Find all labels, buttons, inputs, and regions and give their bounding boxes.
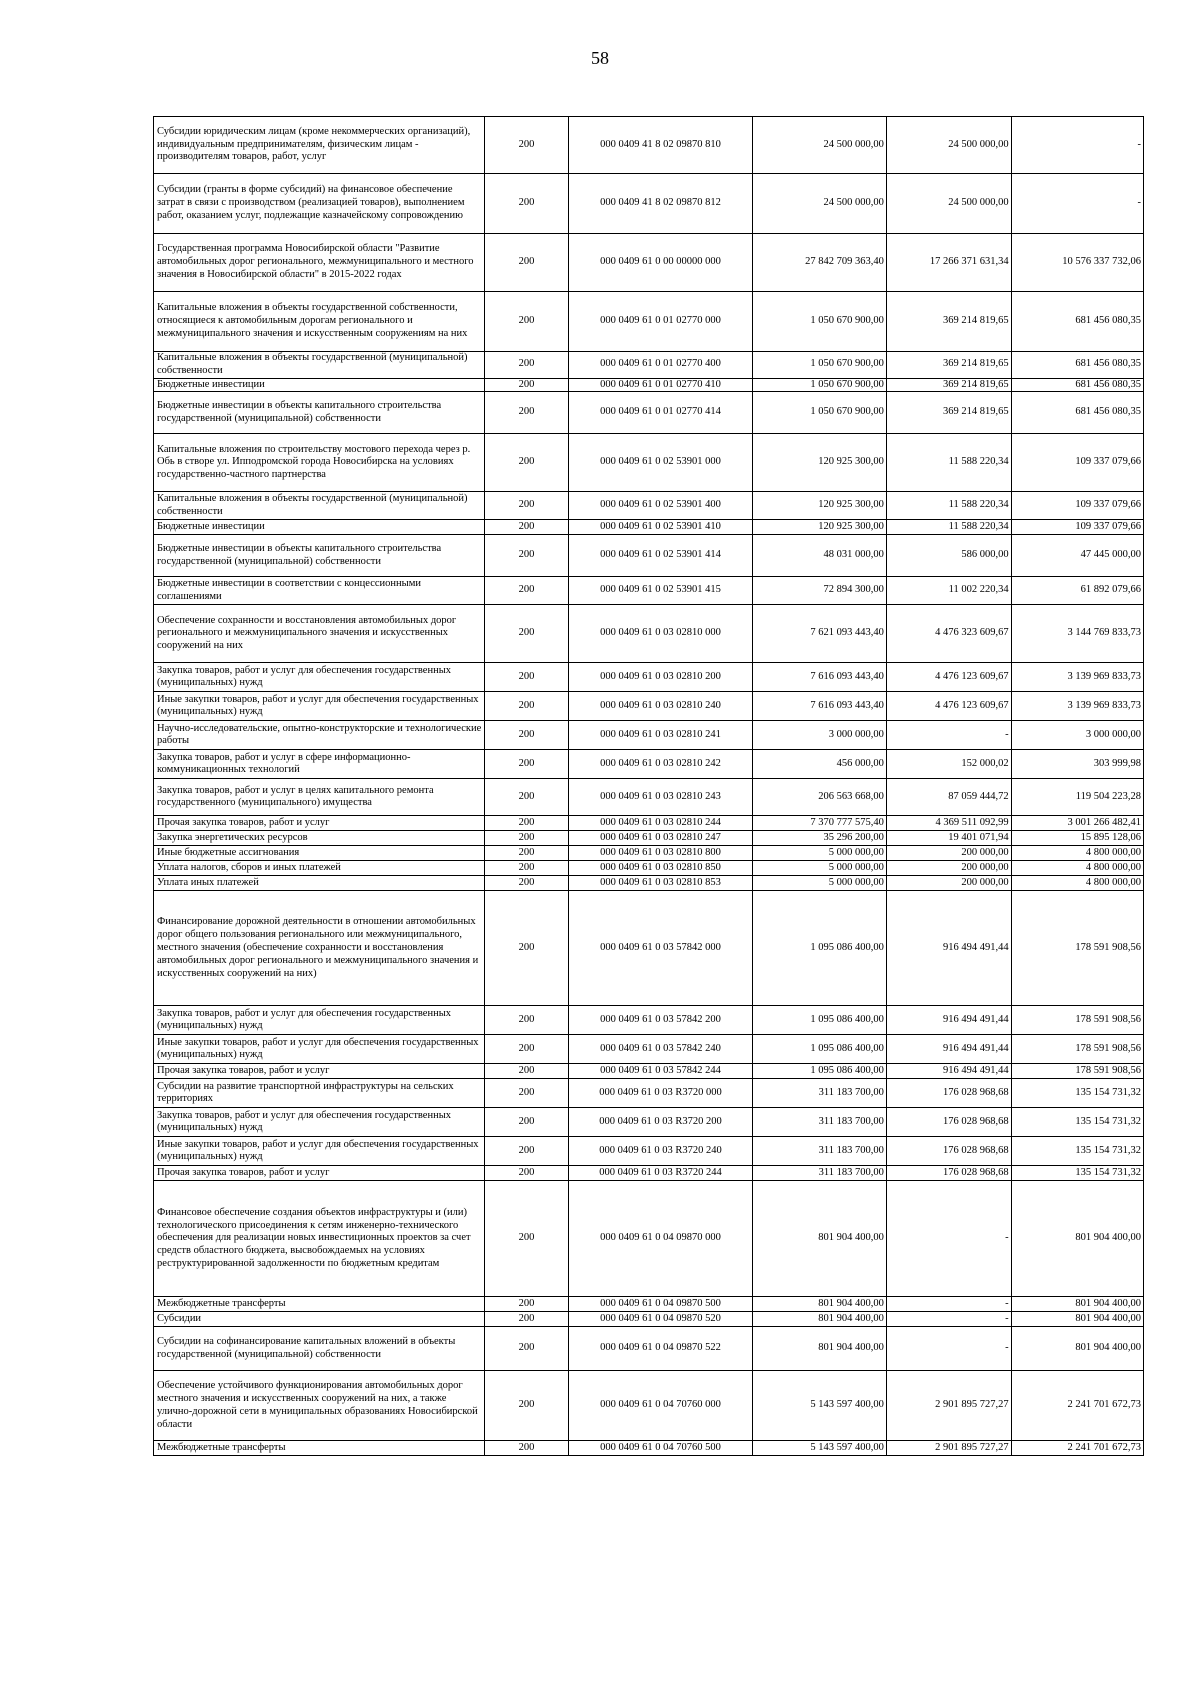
table-row	[154, 605, 1144, 663]
row-approved-amount: 5 000 000,00	[753, 846, 886, 861]
row-remaining-amount: 4 800 000,00	[1011, 876, 1143, 891]
row-line-code: 200	[485, 663, 568, 692]
row-remaining-amount: 4 800 000,00	[1011, 846, 1143, 861]
row-budget-code: 000 0409 61 0 03 02810 200	[568, 663, 753, 692]
row-budget-code: 000 0409 61 0 03 57842 000	[568, 891, 753, 1006]
row-executed-amount: 916 494 491,44	[886, 1035, 1011, 1064]
row-remaining-amount: 801 904 400,00	[1011, 1181, 1143, 1297]
row-budget-code: 000 0409 61 0 03 R3720 244	[568, 1166, 753, 1181]
row-name: Прочая закупка товаров, работ и услуг	[154, 816, 485, 831]
row-approved-amount: 801 904 400,00	[753, 1297, 886, 1312]
table-row	[154, 1064, 1144, 1079]
row-remaining-amount: 61 892 079,66	[1011, 577, 1143, 605]
row-executed-amount: 176 028 968,68	[886, 1166, 1011, 1181]
row-executed-amount: 2 901 895 727,27	[886, 1371, 1011, 1441]
row-name: Закупка товаров, работ и услуг в сфере информационно-коммуникационных технологий	[154, 750, 485, 779]
row-executed-amount: 176 028 968,68	[886, 1079, 1011, 1108]
row-budget-code: 000 0409 61 0 04 09870 500	[568, 1297, 753, 1312]
row-executed-amount: 200 000,00	[886, 876, 1011, 891]
row-approved-amount: 1 050 670 900,00	[753, 378, 886, 392]
row-executed-amount: 916 494 491,44	[886, 1006, 1011, 1035]
row-name: Закупка товаров, работ и услуг в целях капитального ремонта государственного (муниципального) имущества	[154, 779, 485, 816]
row-approved-amount: 24 500 000,00	[753, 174, 886, 234]
row-name: Государственная программа Новосибирской области "Развитие автомобильных дорог регионального, межмуниципального и местного значения в Новосибирской области" в 2015-2022 годах	[154, 234, 485, 292]
row-name: Субсидии на софинансирование капитальных вложений в объекты государственной (муниципальной) собственности	[154, 1327, 485, 1371]
row-executed-amount: -	[886, 1312, 1011, 1327]
row-approved-amount: 5 000 000,00	[753, 861, 886, 876]
row-approved-amount: 311 183 700,00	[753, 1137, 886, 1166]
row-executed-amount: 4 476 123 609,67	[886, 692, 1011, 721]
row-line-code: 200	[485, 1181, 568, 1297]
row-executed-amount: 17 266 371 631,34	[886, 234, 1011, 292]
row-line-code: 200	[485, 1441, 568, 1456]
row-executed-amount: 2 901 895 727,27	[886, 1441, 1011, 1456]
row-approved-amount: 801 904 400,00	[753, 1327, 886, 1371]
table-row	[154, 292, 1144, 352]
row-budget-code: 000 0409 61 0 03 02810 243	[568, 779, 753, 816]
row-remaining-amount: 3 139 969 833,73	[1011, 692, 1143, 721]
row-budget-code: 000 0409 61 0 01 02770 410	[568, 378, 753, 392]
row-budget-code: 000 0409 61 0 01 02770 414	[568, 392, 753, 434]
row-name: Уплата иных платежей	[154, 876, 485, 891]
row-remaining-amount: 109 337 079,66	[1011, 492, 1143, 520]
row-line-code: 200	[485, 117, 568, 174]
row-executed-amount: 916 494 491,44	[886, 891, 1011, 1006]
row-budget-code: 000 0409 61 0 03 R3720 240	[568, 1137, 753, 1166]
row-budget-code: 000 0409 61 0 03 02810 241	[568, 721, 753, 750]
table-row	[154, 1079, 1144, 1108]
row-line-code: 200	[485, 1108, 568, 1137]
row-remaining-amount: 3 144 769 833,73	[1011, 605, 1143, 663]
row-budget-code: 000 0409 61 0 03 02810 850	[568, 861, 753, 876]
row-name: Межбюджетные трансферты	[154, 1441, 485, 1456]
row-name: Прочая закупка товаров, работ и услуг	[154, 1064, 485, 1079]
row-remaining-amount: 135 154 731,32	[1011, 1108, 1143, 1137]
table-row	[154, 352, 1144, 379]
row-approved-amount: 24 500 000,00	[753, 117, 886, 174]
row-line-code: 200	[485, 352, 568, 379]
row-remaining-amount: -	[1011, 174, 1143, 234]
row-executed-amount: 11 588 220,34	[886, 434, 1011, 492]
row-line-code: 200	[485, 876, 568, 891]
row-name: Финансовое обеспечение создания объектов инфраструктуры и (или) технологического присоединения к сетям инженерно-технического обеспечения для реализации новых инвестиционных проектов за счет средств областного бюджета, высвобождаемых на условиях реструктурированной задолженности по бюджетным кредитам	[154, 1181, 485, 1297]
row-name: Капитальные вложения в объекты государственной собственности, относящиеся к автомобильным дорогам регионального и межмуниципального значения и искусственным сооружениям на них	[154, 292, 485, 352]
row-name: Обеспечение устойчивого функционирования автомобильных дорог местного значения и искусственных сооружений на них, а также улично-дорожной сети в муниципальных образованиях Новосибирской области	[154, 1371, 485, 1441]
row-executed-amount: 369 214 819,65	[886, 352, 1011, 379]
table-row	[154, 846, 1144, 861]
table-row	[154, 174, 1144, 234]
table-row	[154, 663, 1144, 692]
row-line-code: 200	[485, 1006, 568, 1035]
table-row	[154, 535, 1144, 577]
row-line-code: 200	[485, 577, 568, 605]
row-line-code: 200	[485, 520, 568, 535]
row-line-code: 200	[485, 1064, 568, 1079]
row-remaining-amount: 10 576 337 732,06	[1011, 234, 1143, 292]
row-approved-amount: 801 904 400,00	[753, 1181, 886, 1297]
row-remaining-amount: 135 154 731,32	[1011, 1166, 1143, 1181]
row-budget-code: 000 0409 61 0 03 02810 800	[568, 846, 753, 861]
row-approved-amount: 206 563 668,00	[753, 779, 886, 816]
row-remaining-amount: 109 337 079,66	[1011, 434, 1143, 492]
row-executed-amount: 4 369 511 092,99	[886, 816, 1011, 831]
row-budget-code: 000 0409 61 0 03 57842 244	[568, 1064, 753, 1079]
table-row	[154, 1327, 1144, 1371]
row-line-code: 200	[485, 434, 568, 492]
table-row	[154, 1371, 1144, 1441]
row-budget-code: 000 0409 61 0 03 R3720 200	[568, 1108, 753, 1137]
row-line-code: 200	[485, 1297, 568, 1312]
row-line-code: 200	[485, 750, 568, 779]
row-approved-amount: 7 616 093 443,40	[753, 663, 886, 692]
row-budget-code: 000 0409 61 0 04 09870 000	[568, 1181, 753, 1297]
row-name: Бюджетные инвестиции в объекты капитального строительства государственной (муниципальной) собственности	[154, 535, 485, 577]
row-name: Бюджетные инвестиции	[154, 378, 485, 392]
row-remaining-amount: 135 154 731,32	[1011, 1079, 1143, 1108]
table-row	[154, 378, 1144, 392]
row-budget-code: 000 0409 61 0 04 70760 000	[568, 1371, 753, 1441]
row-line-code: 200	[485, 392, 568, 434]
row-approved-amount: 311 183 700,00	[753, 1079, 886, 1108]
row-executed-amount: 4 476 123 609,67	[886, 663, 1011, 692]
row-executed-amount: -	[886, 1327, 1011, 1371]
row-name: Капитальные вложения по строительству мостового перехода через р. Обь в створе ул. Ипподромской города Новосибирска на условиях государственно-частного партнерства	[154, 434, 485, 492]
row-approved-amount: 1 050 670 900,00	[753, 352, 886, 379]
row-executed-amount: 24 500 000,00	[886, 174, 1011, 234]
row-budget-code: 000 0409 61 0 02 53901 415	[568, 577, 753, 605]
row-executed-amount: 200 000,00	[886, 861, 1011, 876]
row-name: Закупка товаров, работ и услуг для обеспечения государственных (муниципальных) нужд	[154, 1108, 485, 1137]
row-line-code: 200	[485, 779, 568, 816]
row-budget-code: 000 0409 61 0 01 02770 400	[568, 352, 753, 379]
table-row	[154, 816, 1144, 831]
row-approved-amount: 1 095 086 400,00	[753, 1064, 886, 1079]
row-executed-amount: 11 588 220,34	[886, 492, 1011, 520]
row-remaining-amount: 178 591 908,56	[1011, 1035, 1143, 1064]
row-line-code: 200	[485, 816, 568, 831]
table-row	[154, 1137, 1144, 1166]
row-budget-code: 000 0409 61 0 02 53901 400	[568, 492, 753, 520]
table-row	[154, 117, 1144, 174]
row-approved-amount: 311 183 700,00	[753, 1108, 886, 1137]
row-budget-code: 000 0409 61 0 00 00000 000	[568, 234, 753, 292]
row-line-code: 200	[485, 846, 568, 861]
row-executed-amount: 176 028 968,68	[886, 1108, 1011, 1137]
row-budget-code: 000 0409 61 0 03 57842 200	[568, 1006, 753, 1035]
row-line-code: 200	[485, 378, 568, 392]
row-approved-amount: 120 925 300,00	[753, 520, 886, 535]
row-remaining-amount: 303 999,98	[1011, 750, 1143, 779]
row-executed-amount: 87 059 444,72	[886, 779, 1011, 816]
row-remaining-amount: 4 800 000,00	[1011, 861, 1143, 876]
row-budget-code: 000 0409 41 8 02 09870 810	[568, 117, 753, 174]
table-row	[154, 1035, 1144, 1064]
row-budget-code: 000 0409 61 0 03 02810 240	[568, 692, 753, 721]
row-name: Межбюджетные трансферты	[154, 1297, 485, 1312]
budget-table	[153, 116, 1144, 1456]
row-executed-amount: 369 214 819,65	[886, 292, 1011, 352]
row-name: Иные закупки товаров, работ и услуг для обеспечения государственных (муниципальных) нужд	[154, 692, 485, 721]
table-row	[154, 1108, 1144, 1137]
row-budget-code: 000 0409 61 0 04 09870 522	[568, 1327, 753, 1371]
row-budget-code: 000 0409 41 8 02 09870 812	[568, 174, 753, 234]
row-name: Субсидии на развитие транспортной инфраструктуры на сельских территориях	[154, 1079, 485, 1108]
row-executed-amount: 19 401 071,94	[886, 831, 1011, 846]
row-line-code: 200	[485, 605, 568, 663]
row-remaining-amount: 15 895 128,06	[1011, 831, 1143, 846]
row-line-code: 200	[485, 831, 568, 846]
row-line-code: 200	[485, 721, 568, 750]
row-remaining-amount: 3 001 266 482,41	[1011, 816, 1143, 831]
row-name: Закупка товаров, работ и услуг для обеспечения государственных (муниципальных) нужд	[154, 1006, 485, 1035]
table-row	[154, 750, 1144, 779]
row-approved-amount: 120 925 300,00	[753, 434, 886, 492]
row-executed-amount: 916 494 491,44	[886, 1064, 1011, 1079]
row-line-code: 200	[485, 692, 568, 721]
row-remaining-amount: 178 591 908,56	[1011, 891, 1143, 1006]
row-remaining-amount: 681 456 080,35	[1011, 392, 1143, 434]
row-executed-amount: 200 000,00	[886, 846, 1011, 861]
table-row	[154, 1441, 1144, 1456]
table-row	[154, 520, 1144, 535]
table-row	[154, 721, 1144, 750]
row-approved-amount: 1 095 086 400,00	[753, 891, 886, 1006]
row-approved-amount: 1 095 086 400,00	[753, 1035, 886, 1064]
row-name: Уплата налогов, сборов и иных платежей	[154, 861, 485, 876]
row-approved-amount: 1 050 670 900,00	[753, 292, 886, 352]
row-name: Бюджетные инвестиции в объекты капитального строительства государственной (муниципальной) собственности	[154, 392, 485, 434]
row-remaining-amount: 2 241 701 672,73	[1011, 1371, 1143, 1441]
row-line-code: 200	[485, 174, 568, 234]
row-budget-code: 000 0409 61 0 03 02810 853	[568, 876, 753, 891]
row-executed-amount: 11 588 220,34	[886, 520, 1011, 535]
row-name: Закупка товаров, работ и услуг для обеспечения государственных (муниципальных) нужд	[154, 663, 485, 692]
row-approved-amount: 7 370 777 575,40	[753, 816, 886, 831]
row-remaining-amount: 135 154 731,32	[1011, 1137, 1143, 1166]
row-budget-code: 000 0409 61 0 02 53901 414	[568, 535, 753, 577]
row-budget-code: 000 0409 61 0 03 02810 242	[568, 750, 753, 779]
row-remaining-amount: 801 904 400,00	[1011, 1297, 1143, 1312]
row-executed-amount: 369 214 819,65	[886, 378, 1011, 392]
row-approved-amount: 1 050 670 900,00	[753, 392, 886, 434]
row-budget-code: 000 0409 61 0 04 70760 500	[568, 1441, 753, 1456]
row-line-code: 200	[485, 1035, 568, 1064]
row-approved-amount: 120 925 300,00	[753, 492, 886, 520]
row-remaining-amount: 178 591 908,56	[1011, 1006, 1143, 1035]
row-remaining-amount: 681 456 080,35	[1011, 292, 1143, 352]
row-name: Субсидии	[154, 1312, 485, 1327]
row-budget-code: 000 0409 61 0 02 53901 410	[568, 520, 753, 535]
row-name: Капитальные вложения в объекты государственной (муниципальной) собственности	[154, 492, 485, 520]
row-line-code: 200	[485, 1079, 568, 1108]
row-remaining-amount: 681 456 080,35	[1011, 352, 1143, 379]
row-approved-amount: 5 000 000,00	[753, 876, 886, 891]
row-line-code: 200	[485, 1371, 568, 1441]
row-remaining-amount: 801 904 400,00	[1011, 1327, 1143, 1371]
row-name: Субсидии юридическим лицам (кроме некоммерческих организаций), индивидуальным предпринимателям, физическим лицам - производителям товаров, работ, услуг	[154, 117, 485, 174]
table-row	[154, 234, 1144, 292]
row-remaining-amount: 109 337 079,66	[1011, 520, 1143, 535]
row-remaining-amount: 47 445 000,00	[1011, 535, 1143, 577]
row-executed-amount: -	[886, 721, 1011, 750]
row-remaining-amount: 801 904 400,00	[1011, 1312, 1143, 1327]
row-name: Капитальные вложения в объекты государственной (муниципальной) собственности	[154, 352, 485, 379]
row-remaining-amount: 681 456 080,35	[1011, 378, 1143, 392]
row-approved-amount: 5 143 597 400,00	[753, 1371, 886, 1441]
table-row	[154, 1166, 1144, 1181]
row-approved-amount: 27 842 709 363,40	[753, 234, 886, 292]
row-name: Субсидии (гранты в форме субсидий) на финансовое обеспечение затрат в связи с производством (реализацией товаров), выполнением работ, оказанием услуг, подлежащие казначейскому сопровождению	[154, 174, 485, 234]
row-name: Закупка энергетических ресурсов	[154, 831, 485, 846]
table-row	[154, 1181, 1144, 1297]
row-name: Прочая закупка товаров, работ и услуг	[154, 1166, 485, 1181]
row-approved-amount: 35 296 200,00	[753, 831, 886, 846]
row-line-code: 200	[485, 861, 568, 876]
row-approved-amount: 48 031 000,00	[753, 535, 886, 577]
row-name: Иные бюджетные ассигнования	[154, 846, 485, 861]
row-remaining-amount: 3 000 000,00	[1011, 721, 1143, 750]
row-name: Бюджетные инвестиции в соответствии с концессионными соглашениями	[154, 577, 485, 605]
row-remaining-amount: 119 504 223,28	[1011, 779, 1143, 816]
row-budget-code: 000 0409 61 0 03 R3720 000	[568, 1079, 753, 1108]
row-budget-code: 000 0409 61 0 03 02810 000	[568, 605, 753, 663]
row-approved-amount: 72 894 300,00	[753, 577, 886, 605]
row-approved-amount: 456 000,00	[753, 750, 886, 779]
table-row	[154, 861, 1144, 876]
row-name: Иные закупки товаров, работ и услуг для обеспечения государственных (муниципальных) нужд	[154, 1035, 485, 1064]
row-remaining-amount: -	[1011, 117, 1143, 174]
table-row	[154, 831, 1144, 846]
row-line-code: 200	[485, 1312, 568, 1327]
row-remaining-amount: 2 241 701 672,73	[1011, 1441, 1143, 1456]
row-budget-code: 000 0409 61 0 02 53901 000	[568, 434, 753, 492]
row-executed-amount: 586 000,00	[886, 535, 1011, 577]
row-approved-amount: 5 143 597 400,00	[753, 1441, 886, 1456]
table-row	[154, 1312, 1144, 1327]
row-name: Обеспечение сохранности и восстановления автомобильных дорог регионального и межмуниципального значения и искусственных сооружений на них	[154, 605, 485, 663]
table-row	[154, 1006, 1144, 1035]
row-line-code: 200	[485, 535, 568, 577]
table-row	[154, 434, 1144, 492]
row-executed-amount: 11 002 220,34	[886, 577, 1011, 605]
row-remaining-amount: 3 139 969 833,73	[1011, 663, 1143, 692]
row-budget-code: 000 0409 61 0 03 57842 240	[568, 1035, 753, 1064]
table-row	[154, 692, 1144, 721]
row-executed-amount: 152 000,02	[886, 750, 1011, 779]
row-approved-amount: 3 000 000,00	[753, 721, 886, 750]
row-line-code: 200	[485, 234, 568, 292]
table-row	[154, 891, 1144, 1006]
row-name: Научно-исследовательские, опытно-конструкторские и технологические работы	[154, 721, 485, 750]
table-row	[154, 1297, 1144, 1312]
row-name: Финансирование дорожной деятельности в отношении автомобильных дорог общего пользования регионального или межмуниципального, местного значения (обеспечение сохранности и восстановления автомобильных дорог регионального и межмуниципального значения и искусственных сооружений на них)	[154, 891, 485, 1006]
row-line-code: 200	[485, 292, 568, 352]
row-line-code: 200	[485, 891, 568, 1006]
page-number: 58	[591, 48, 609, 68]
row-executed-amount: 176 028 968,68	[886, 1137, 1011, 1166]
row-executed-amount: 24 500 000,00	[886, 117, 1011, 174]
row-executed-amount: -	[886, 1297, 1011, 1312]
table-row	[154, 492, 1144, 520]
row-approved-amount: 801 904 400,00	[753, 1312, 886, 1327]
row-budget-code: 000 0409 61 0 01 02770 000	[568, 292, 753, 352]
row-name: Бюджетные инвестиции	[154, 520, 485, 535]
row-approved-amount: 311 183 700,00	[753, 1166, 886, 1181]
row-remaining-amount: 178 591 908,56	[1011, 1064, 1143, 1079]
table-row	[154, 577, 1144, 605]
row-budget-code: 000 0409 61 0 04 09870 520	[568, 1312, 753, 1327]
row-budget-code: 000 0409 61 0 03 02810 244	[568, 816, 753, 831]
row-approved-amount: 1 095 086 400,00	[753, 1006, 886, 1035]
row-line-code: 200	[485, 1166, 568, 1181]
table-row	[154, 779, 1144, 816]
row-line-code: 200	[485, 492, 568, 520]
table-row	[154, 392, 1144, 434]
budget-table-body	[154, 117, 1144, 1456]
row-name: Иные закупки товаров, работ и услуг для обеспечения государственных (муниципальных) нужд	[154, 1137, 485, 1166]
row-line-code: 200	[485, 1137, 568, 1166]
row-executed-amount: 369 214 819,65	[886, 392, 1011, 434]
table-row	[154, 876, 1144, 891]
row-approved-amount: 7 616 093 443,40	[753, 692, 886, 721]
row-executed-amount: -	[886, 1181, 1011, 1297]
row-approved-amount: 7 621 093 443,40	[753, 605, 886, 663]
row-executed-amount: 4 476 323 609,67	[886, 605, 1011, 663]
row-line-code: 200	[485, 1327, 568, 1371]
row-budget-code: 000 0409 61 0 03 02810 247	[568, 831, 753, 846]
